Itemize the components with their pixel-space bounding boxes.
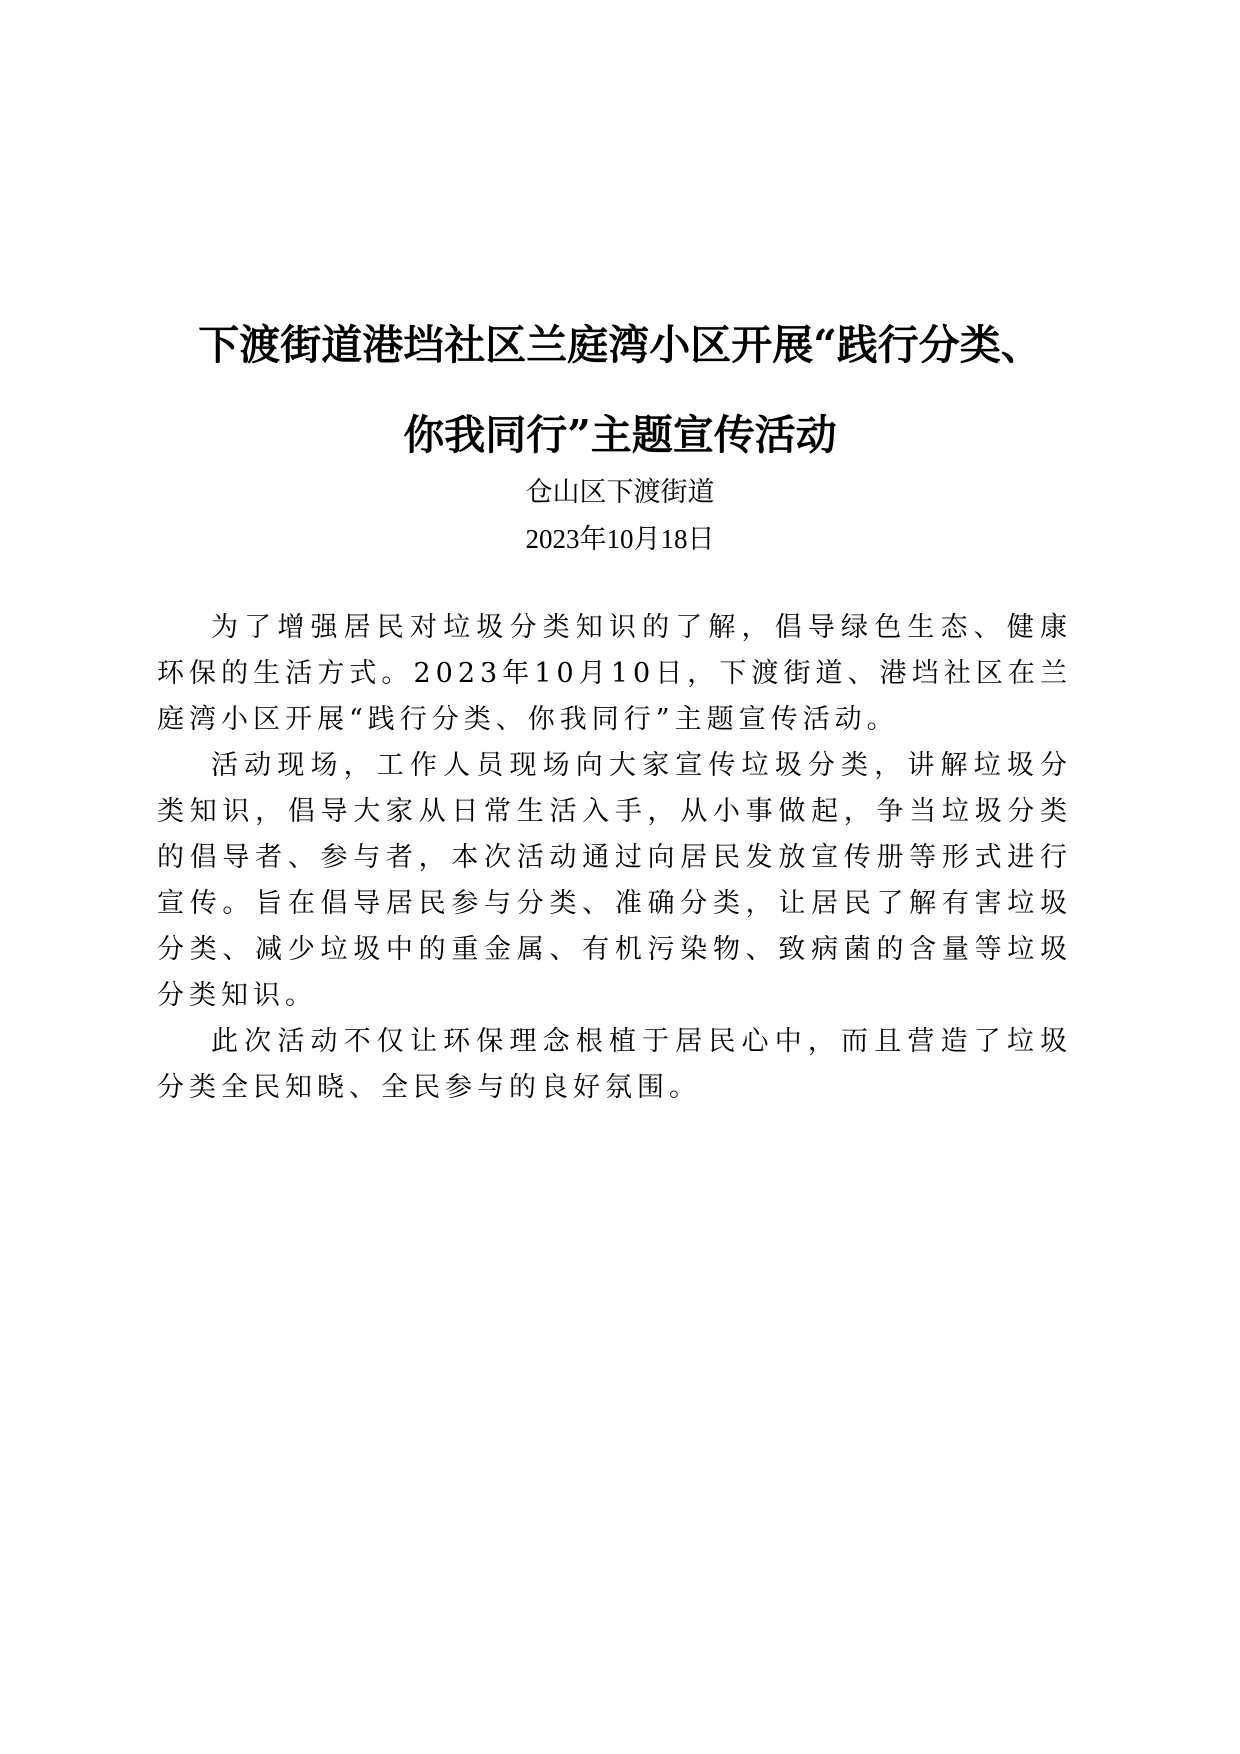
- author: 仓山区下渡街道: [525, 477, 715, 508]
- title-line-2: 你我同行”主题宣传活动: [403, 411, 837, 459]
- paragraph-3: 此次活动不仅让环保理念根植于居民心中，而且营造了垃圾分类全民知晓、全民参与的良好氛围。: [157, 1026, 1072, 1103]
- document-title: [140, 300, 1100, 480]
- paragraph-2: 活动现场，工作人员现场向大家宣传垃圾分类，讲解垃圾分类知识，倡导大家从日常生活入手，从小事做起，争当垃圾分类的倡导者、参与者，本次活动通过向居民发放宣传册等形式进行宣传。旨在倡导居民参与分类、准确分类，让居民了解有害垃圾分类、减少垃圾中的重金属、有机污染物、致病菌的含量等垃圾分类知识。: [157, 750, 1072, 1011]
- publish-date: 2023年10月18日: [525, 524, 715, 554]
- title-line-1: 下渡街道港垱社区兰庭湾小区开展“践行分类、: [198, 321, 1042, 369]
- document-body: [157, 605, 1072, 1111]
- paragraph-1: 为了增强居民对垃圾分类知识的了解，倡导绿色生态、健康环保的生活方式。2023年10月10日，下渡街道、港垱社区在兰庭湾小区开展“践行分类、你我同行”主题宣传活动。: [157, 612, 1072, 735]
- byline: [140, 470, 1100, 562]
